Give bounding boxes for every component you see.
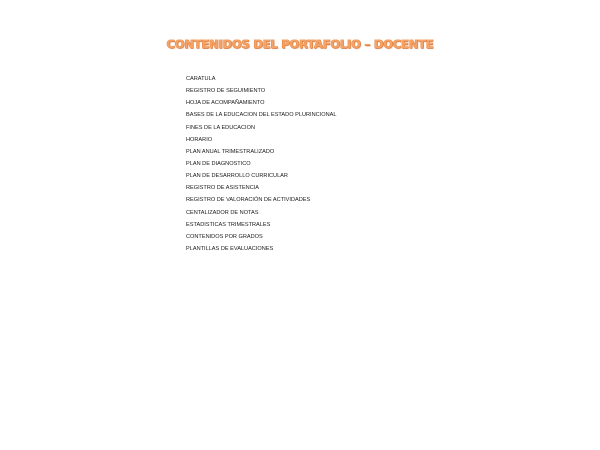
list-item: PLAN DE DIAGNOSTICO: [186, 160, 251, 167]
list-item: REGISTRO DE ASISTENCIA: [186, 185, 260, 192]
contents-list: [186, 73, 336, 255]
list-item: REGISTRO DE VALORACIÓN DE ACTIVIDADES: [186, 197, 311, 204]
list-item: ESTADISTICAS TRIMESTRALES: [186, 221, 271, 228]
list-item: HORARIO: [186, 136, 213, 143]
list-item: HOJA DE ACOMPAÑAMIENTO: [186, 100, 265, 107]
list-item: PLAN DE DESARROLLO CURRICULAR: [186, 173, 288, 180]
list-item: PLAN ANUAL TRIMESTRALIZADO: [186, 148, 275, 155]
list-item: FINES DE LA EDUCACION: [186, 124, 256, 131]
list-item: REGISTRO DE SEGUIMIENTO: [186, 88, 266, 95]
page-title: CONTENIDOS DEL PORTAFOLIO – DOCENTE: [166, 37, 434, 51]
list-item: BASES DE LA EDUCACION DEL ESTADO PLURINCIONAL: [186, 112, 337, 119]
list-item: CARATULA: [186, 76, 216, 82]
list-item: CENTALIZADOR DE NOTAS: [186, 209, 259, 216]
list-item: PLANTILLAS DE EVALUACIONES: [186, 245, 274, 252]
list-item: CONTENIDOS POR GRADOS: [186, 233, 263, 240]
